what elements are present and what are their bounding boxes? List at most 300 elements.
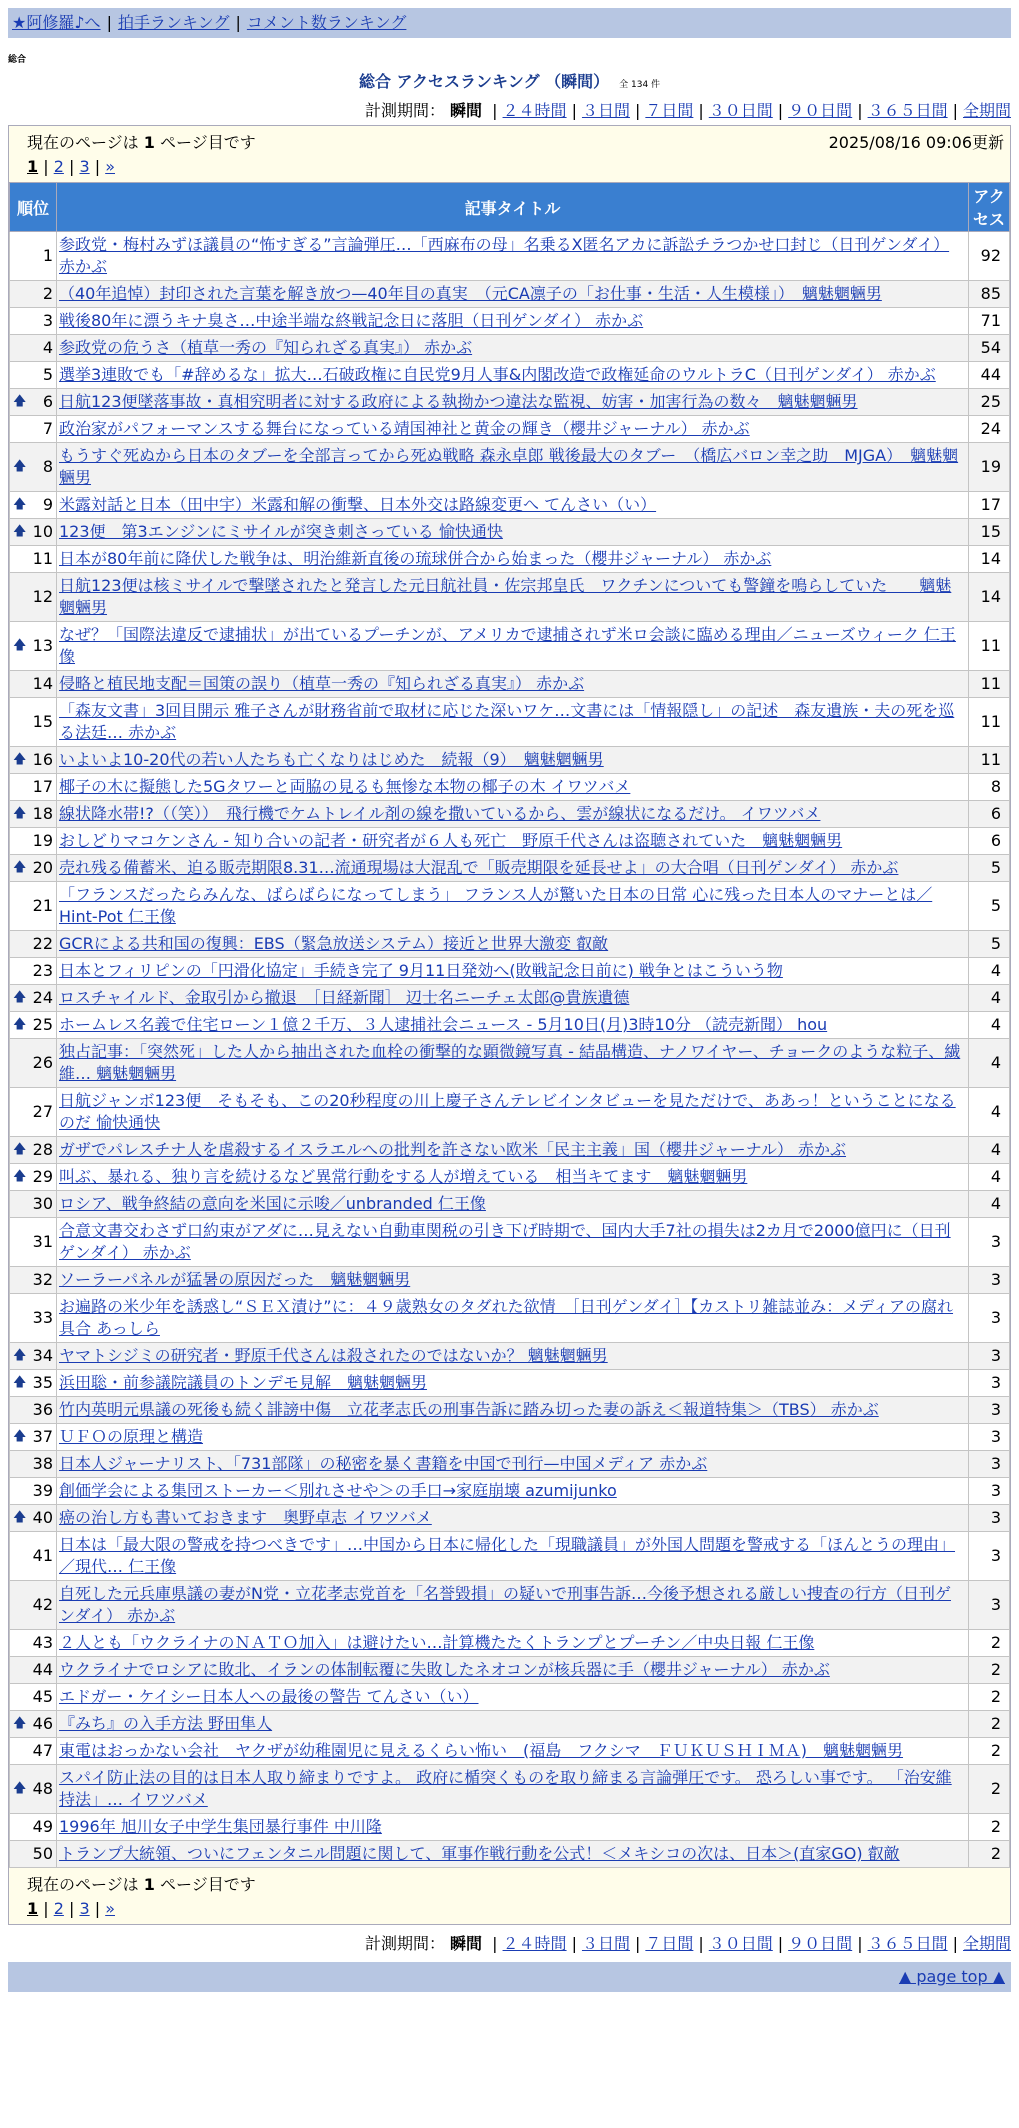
access-count: 4: [969, 1088, 1010, 1137]
rank-up-arrow-icon: 🡅: [13, 394, 27, 409]
article-title-link[interactable]: 侵略と植民地支配＝国策の誤り（植草一秀の『知られざる真実』） 赤かぶ: [59, 674, 585, 693]
table-row: [10, 1088, 1010, 1137]
table-row: [10, 801, 1010, 828]
rank-number: 27: [32, 1102, 53, 1121]
rank-cell: [10, 1532, 57, 1581]
title-cell: [57, 1397, 969, 1424]
article-title-link[interactable]: 創価学会による集団ストーカー＜別れさせや＞の手口→家庭崩壊 azumijunko: [59, 1481, 617, 1500]
title-cell: [57, 1841, 969, 1868]
table-row: [10, 492, 1010, 519]
access-count: 3: [969, 1343, 1010, 1370]
table-row: [10, 1657, 1010, 1684]
access-count: 11: [969, 747, 1010, 774]
period-separator: |: [952, 101, 958, 120]
table-row: [10, 698, 1010, 747]
article-title-link[interactable]: エドガー・ケイシー日本人への最後の警告 てんさい（い）: [59, 1687, 479, 1706]
rank-up-arrow-icon: 🡅: [13, 1142, 27, 1157]
period-separator: |: [634, 1934, 641, 1953]
page-title: 総合 アクセスランキング （瞬間）: [358, 72, 610, 91]
rank-cell: [10, 855, 57, 882]
title-cell: [57, 443, 969, 492]
title-cell: [57, 671, 969, 698]
access-count: 3: [969, 1451, 1010, 1478]
table-row: [10, 232, 1010, 281]
pager-next-link[interactable]: »: [105, 1899, 115, 1918]
rank-cell: [10, 1267, 57, 1294]
rank-cell: [10, 1711, 57, 1738]
access-count: 2: [969, 1841, 1010, 1868]
title-cell: [57, 1088, 969, 1137]
rank-number: 30: [32, 1194, 53, 1213]
access-count: 8: [969, 774, 1010, 801]
rank-number: 47: [32, 1741, 53, 1760]
article-title-link[interactable]: 日航123便は核ミサイルで撃墜されたと発言した元日航社員・佐宗邦皇氏 ワクチンについても警鐘を鳴らしていた 魑魅魍魎男: [59, 576, 952, 617]
period-option-link[interactable]: ７日間: [645, 101, 694, 120]
table-row: [10, 1012, 1010, 1039]
pager-current-page: 1: [27, 157, 39, 176]
access-count: 5: [969, 855, 1010, 882]
article-title-link[interactable]: 日航ジャンボ123便 そもそも、この20秒程度の川上慶子さんテレビインタビューを見ただけで、ああっ！ということになるのだ 愉快通快: [59, 1091, 956, 1132]
rank-up-arrow-icon: 🡅: [13, 1348, 27, 1363]
article-title-link[interactable]: ヤマトシジミの研究者・野原千代さんは殺されたのではないか？ 魑魅魍魎男: [59, 1346, 608, 1365]
article-title-link[interactable]: 日本が80年前に降伏した戦争は、明治維新直後の琉球併合から始まった（櫻井ジャーナル） 赤かぶ: [59, 549, 772, 568]
article-title-link[interactable]: 線状降水帯!?（（笑）） 飛行機でケムトレイル剤の線を撒いているから、雲が線状になるだけ。 イワツバメ: [59, 804, 821, 823]
table-row: [10, 281, 1010, 308]
period-label: 計測期間：: [364, 1934, 445, 1953]
title-cell: [57, 1343, 969, 1370]
rank-number: 18: [32, 804, 53, 823]
rank-number: 6: [42, 392, 53, 411]
title-cell: [57, 1451, 969, 1478]
pager-next-link[interactable]: »: [105, 157, 115, 176]
period-option-link[interactable]: 全期間: [962, 101, 1011, 120]
rank-up-arrow-icon: 🡅: [13, 752, 27, 767]
table-row: [10, 308, 1010, 335]
rank-cell: [10, 1630, 57, 1657]
ranking-table: [9, 182, 1010, 1868]
article-title-link[interactable]: 売れ残る備蓄米、迫る販売期限8.31…流通現場は大混乱で「販売期限を延長せよ」の大合唱（日刊ゲンダイ） 赤かぶ: [59, 858, 899, 877]
article-title-link[interactable]: ２人とも「ウクライナのＮＡＴＯ加入」は避けたい…計算機たたくトランプとプーチン／中央日報 仁王像: [59, 1633, 815, 1652]
article-title-link[interactable]: 癌の治し方も書いておきます 奥野卓志 イワツバメ: [59, 1508, 432, 1527]
rank-number: 38: [32, 1454, 53, 1473]
article-title-link[interactable]: ロシア、戦争終結の意向を米国に示唆／unbranded 仁王像: [59, 1194, 486, 1213]
table-row: [10, 1164, 1010, 1191]
article-title-link[interactable]: 叫ぶ、暴れる、独り言を続けるなど異常行動をする人が増えている 相当キてます 魑魅魍魎男: [59, 1167, 748, 1186]
rank-number: 2: [42, 284, 53, 303]
rank-cell: [10, 1765, 57, 1814]
rank-cell: [10, 1218, 57, 1267]
article-title-link[interactable]: ロスチャイルド、金取引から撤退 ［日経新聞］ 辺士名ニーチェ太郎@貴族遺德: [59, 988, 630, 1007]
title-cell: [57, 1630, 969, 1657]
pager: [27, 157, 996, 176]
article-title-link[interactable]: ホームレス名義で住宅ローン１億２千万、３人逮捕社会ニュース - 5月10日(月)3時10分 （読売新聞） hou: [59, 1015, 828, 1034]
col-rank-header: 順位: [10, 183, 57, 232]
rank-number: 37: [32, 1427, 53, 1446]
rank-cell: [10, 801, 57, 828]
rank-up-arrow-icon: 🡅: [13, 497, 27, 512]
title-cell: [57, 1012, 969, 1039]
period-option-link[interactable]: ３日間: [581, 101, 630, 120]
title-cell: [57, 1532, 969, 1581]
access-count: 24: [969, 416, 1010, 443]
article-title-link[interactable]: ガザでパレスチナ人を虐殺するイスラエルへの批判を許さない欧米「民主主義」国（櫻井ジャーナル） 赤かぶ: [59, 1140, 847, 1159]
rank-number: 1: [42, 246, 53, 265]
pager-separator: |: [89, 1899, 106, 1918]
article-title-link[interactable]: ソーラーパネルが猛暑の原因だった 魑魅魍魎男: [59, 1270, 411, 1289]
rank-number: 12: [32, 587, 53, 606]
access-count: 3: [969, 1218, 1010, 1267]
rank-cell: [10, 747, 57, 774]
rank-number: 20: [32, 858, 53, 877]
table-row: [10, 1137, 1010, 1164]
access-count: 4: [969, 1012, 1010, 1039]
current-page-number: 1: [143, 133, 155, 152]
table-row: [10, 1478, 1010, 1505]
table-row: [10, 1505, 1010, 1532]
period-separator: |: [571, 101, 577, 120]
article-title-link[interactable]: 参政党・梅村みずほ議員の“怖すぎる”言論弾圧…「西麻布の母」名乗るX匿名アカに訴訟チラつかせ口封じ（日刊ゲンダイ） 赤かぶ: [59, 235, 950, 276]
table-row: [10, 1684, 1010, 1711]
period-option-link[interactable]: ２４時間: [502, 101, 567, 120]
current-page-suffix: ページ目です: [160, 1875, 256, 1894]
access-count: 2: [969, 1630, 1010, 1657]
pager-page-link[interactable]: 3: [79, 1899, 90, 1918]
access-count: 2: [969, 1657, 1010, 1684]
access-count: 4: [969, 985, 1010, 1012]
rank-number: 24: [32, 988, 53, 1007]
table-row: [10, 519, 1010, 546]
rank-cell: [10, 1424, 57, 1451]
table-row: [10, 1370, 1010, 1397]
rank-up-arrow-icon: 🡅: [13, 1716, 27, 1731]
article-title-link[interactable]: 日本とフィリピンの「円滑化協定」手続き完了 9月11日発効へ(敗戦記念日前に) 戦争とはこういう物: [59, 961, 783, 980]
period-option-link[interactable]: ３日間: [581, 1934, 630, 1953]
period-option-link[interactable]: ９０日間: [788, 101, 853, 120]
rank-number: 28: [32, 1140, 53, 1159]
period-selector-top: [0, 98, 1011, 121]
article-title-link[interactable]: トランプ大統領、ついにフェンタニル問題に関して、軍事作戦行動を公式！＜メキシコの次は、日本＞(直家GO) 叡敵: [59, 1844, 900, 1863]
period-option-link[interactable]: 全期間: [962, 1934, 1011, 1953]
title-cell: [57, 1191, 969, 1218]
rank-number: 46: [32, 1714, 53, 1733]
access-count: 25: [969, 389, 1010, 416]
rank-number: 10: [32, 522, 53, 541]
bottom-bar: [8, 1962, 1011, 1992]
rank-number: 14: [32, 674, 53, 693]
rank-number: 50: [32, 1844, 53, 1863]
rank-up-arrow-icon: 🡅: [13, 860, 27, 875]
pager-separator: |: [38, 1899, 54, 1918]
article-title-link[interactable]: 戦後80年に漂うキナ臭さ…中途半端な終戦記念日に落胆（日刊ゲンダイ） 赤かぶ: [59, 311, 644, 330]
table-row: [10, 416, 1010, 443]
table-row: [10, 1397, 1010, 1424]
pager-separator: |: [63, 1899, 80, 1918]
article-title-link[interactable]: 政治家がパフォーマンスする舞台になっている靖国神社と黄金の輝き（櫻井ジャーナル） 赤かぶ: [59, 419, 750, 438]
period-options: [487, 101, 1011, 120]
article-title-link[interactable]: 浜田聡・前参議院議員のトンデモ見解 魑魅魍魎男: [59, 1373, 428, 1392]
access-count: 54: [969, 335, 1010, 362]
title-cell: [57, 958, 969, 985]
article-title-link[interactable]: 東電はおっかない会社 ヤクザが幼稚園児に見えるくらい怖い (福島 フクシマ ＦＵＫＵＳＨＩＭＡ) 魑魅魍魎男: [59, 1741, 904, 1760]
rank-number: 40: [32, 1508, 53, 1527]
access-count: 4: [969, 1191, 1010, 1218]
pager-page-link[interactable]: 3: [79, 157, 90, 176]
clap-ranking-link[interactable]: 拍手ランキング: [117, 13, 230, 32]
rank-cell: [10, 389, 57, 416]
rank-cell: [10, 573, 57, 622]
rank-number: 33: [32, 1308, 53, 1327]
rank-cell: [10, 1294, 57, 1343]
rank-cell: [10, 1397, 57, 1424]
period-separator: |: [571, 1934, 577, 1953]
article-title-link[interactable]: 『みち』の入手方法 野田隼人: [59, 1714, 273, 1733]
table-row: [10, 774, 1010, 801]
rank-number: 45: [32, 1687, 53, 1706]
table-row: [10, 389, 1010, 416]
rank-up-arrow-icon: 🡅: [13, 459, 27, 474]
access-count: 14: [969, 546, 1010, 573]
period-option-link[interactable]: ３０日間: [708, 101, 773, 120]
article-title-link[interactable]: 椰子の木に擬態した5Gタワーと両脇の見るも無惨な本物の椰子の木 イワツバメ: [59, 777, 631, 796]
title-cell: [57, 855, 969, 882]
table-row: [10, 573, 1010, 622]
period-separator: |: [492, 101, 498, 120]
article-title-link[interactable]: 竹内英明元県議の死後も続く誹謗中傷 立花孝志氏の刑事告訴に踏み切った妻の訴え＜報道特集＞（TBS） 赤かぶ: [59, 1400, 879, 1419]
article-title-link[interactable]: なぜ？「国際法違反で逮捕状」が出ているプーチンが、アメリカで逮捕されず米ロ会談に臨める理由／ニューズウィーク 仁王像: [59, 625, 956, 666]
comment-ranking-link[interactable]: コメント数ランキング: [246, 13, 407, 32]
table-row: [10, 1267, 1010, 1294]
ranking-panel: [8, 125, 1011, 1925]
table-row: [10, 1294, 1010, 1343]
title-cell: [57, 931, 969, 958]
rank-cell: [10, 1039, 57, 1088]
title-cell: [57, 1684, 969, 1711]
article-title-link[interactable]: （40年追悼）封印された言葉を解き放つ—40年目の真実 （元CA凛子の「お仕事・生活・人生模様」） 魑魅魍魎男: [59, 284, 882, 303]
article-title-link[interactable]: 自死した元兵庫県議の妻がN党・立花孝志党首を「名誉毀損」の疑いで刑事告訴…今後予想される厳しい捜査の行方（日刊ゲンダイ） 赤かぶ: [59, 1584, 951, 1625]
rank-cell: [10, 335, 57, 362]
access-count: 5: [969, 882, 1010, 931]
article-title-link[interactable]: 参政党の危うさ（植草一秀の『知られざる真実』） 赤かぶ: [59, 338, 473, 357]
title-cell: [57, 1738, 969, 1765]
col-access-header: アクセス: [969, 183, 1010, 232]
title-cell: [57, 232, 969, 281]
rank-cell: [10, 1814, 57, 1841]
access-count: 3: [969, 1370, 1010, 1397]
rank-number: 34: [32, 1346, 53, 1365]
article-title-link[interactable]: 123便 第3エンジンにミサイルが突き刺さっている 愉快通快: [59, 522, 503, 541]
article-title-link[interactable]: 日航123便墜落事故・真相究明者に対する政府による執拗かつ違法な監視、妨害・加害行為の数々 魑魅魍魎男: [59, 392, 858, 411]
article-title-link[interactable]: ウクライナでロシアに敗北、イランの体制転覆に失敗したネオコンが核兵器に手（櫻井ジャーナル） 赤かぶ: [59, 1660, 830, 1679]
title-cell: [57, 546, 969, 573]
article-title-link[interactable]: 独占記事：「突然死」した人から抽出された血栓の衝撃的な顕微鏡写真 - 結晶構造、ナノワイヤー、チョークのような粒子、繊維… 魑魅魍魎男: [59, 1042, 961, 1083]
title-cell: [57, 882, 969, 931]
period-separator: |: [777, 101, 784, 120]
table-row: [10, 335, 1010, 362]
rank-number: 3: [42, 311, 53, 330]
rank-cell: [10, 1738, 57, 1765]
article-title-link[interactable]: 日本人ジャーナリスト、「731部隊」の秘密を暴く書籍を中国で刊行—中国メディア 赤かぶ: [59, 1454, 708, 1473]
access-count: 4: [969, 1039, 1010, 1088]
rank-number: 32: [32, 1270, 53, 1289]
rank-number: 31: [32, 1232, 53, 1251]
access-count: 6: [969, 828, 1010, 855]
article-title-link[interactable]: もうすぐ死ぬから日本のタブーを全部言ってから死ぬ戦略 森永卓郎 戦後最大のタブー （橋広バロン幸之助 MJGA） 魑魅魍魎男: [59, 446, 959, 487]
rank-cell: [10, 671, 57, 698]
title-cell: [57, 416, 969, 443]
rank-cell: [10, 492, 57, 519]
rank-number: 9: [42, 495, 53, 514]
rank-number: 25: [32, 1015, 53, 1034]
access-count: 4: [969, 1164, 1010, 1191]
pager: [27, 1899, 996, 1918]
table-row: [10, 671, 1010, 698]
period-options: [487, 1934, 1011, 1953]
article-title-link[interactable]: 1996年 旭川女子中学生集団暴行事件 中川隆: [59, 1817, 382, 1836]
rank-cell: [10, 416, 57, 443]
table-row: [10, 931, 1010, 958]
title-cell: [57, 519, 969, 546]
rank-cell: [10, 1343, 57, 1370]
period-separator: |: [857, 1934, 863, 1953]
title-cell: [57, 828, 969, 855]
rank-number: 7: [42, 419, 53, 438]
rank-cell: [10, 1478, 57, 1505]
table-row: [10, 1841, 1010, 1868]
nav-separator: |: [106, 13, 112, 32]
article-title-link[interactable]: いよいよ10-20代の若い人たちも亡くなりはじめた 続報（9） 魑魅魍魎男: [59, 750, 604, 769]
table-row: [10, 1191, 1010, 1218]
access-count: 3: [969, 1294, 1010, 1343]
period-separator: |: [492, 1934, 498, 1953]
rank-number: 29: [32, 1167, 53, 1186]
rank-cell: [10, 362, 57, 389]
nav-separator: |: [235, 13, 241, 32]
access-count: 17: [969, 492, 1010, 519]
period-label: 計測期間：: [364, 101, 445, 120]
title-cell: [57, 1267, 969, 1294]
period-option-link[interactable]: ２４時間: [502, 1934, 567, 1953]
period-separator: |: [634, 101, 641, 120]
article-title-link[interactable]: 日本は「最大限の警戒を持つべきです」…中国から日本に帰化した「現職議員」が外国人問題を警戒する「ほんとうの理由」／現代… 仁王像: [59, 1535, 956, 1576]
rank-number: 17: [32, 777, 53, 796]
rank-number: 44: [32, 1660, 53, 1679]
article-title-link[interactable]: ＵＦＯの原理と構造: [59, 1427, 204, 1446]
access-count: 6: [969, 801, 1010, 828]
table-row: [10, 1532, 1010, 1581]
rank-cell: [10, 1164, 57, 1191]
period-current: 瞬間: [450, 101, 483, 120]
home-link[interactable]: ★阿修羅♪へ: [12, 13, 101, 32]
rank-up-arrow-icon: 🡅: [13, 990, 27, 1005]
rank-cell: [10, 958, 57, 985]
table-row: [10, 1218, 1010, 1267]
table-row: [10, 1424, 1010, 1451]
rank-up-arrow-icon: 🡅: [13, 524, 27, 539]
access-count: 3: [969, 1581, 1010, 1630]
table-row: [10, 747, 1010, 774]
period-separator: |: [857, 101, 863, 120]
table-row: [10, 1039, 1010, 1088]
access-count: 3: [969, 1505, 1010, 1532]
rank-up-arrow-icon: 🡅: [13, 1375, 27, 1390]
article-title-link[interactable]: 合意文書交わさず口約束がアダに…見えない自動車関税の引き下げ時期で、国内大手7社の損失は2カ月で2000億円に（日刊ゲンダイ） 赤かぶ: [59, 1221, 951, 1262]
period-option-link[interactable]: ３６５日間: [867, 101, 948, 120]
title-cell: [57, 1505, 969, 1532]
title-cell: [57, 362, 969, 389]
rank-cell: [10, 1191, 57, 1218]
rank-number: 8: [42, 457, 53, 476]
access-count: 4: [969, 1137, 1010, 1164]
rank-number: 5: [42, 365, 53, 384]
period-option-link[interactable]: ３０日間: [708, 1934, 773, 1953]
period-option-link[interactable]: ３６５日間: [867, 1934, 948, 1953]
page-info-top: [9, 126, 1010, 182]
current-page-text: [27, 1872, 996, 1895]
rank-cell: [10, 774, 57, 801]
table-row: [10, 1711, 1010, 1738]
pager-page-link[interactable]: 2: [53, 157, 64, 176]
title-cell: [57, 1039, 969, 1088]
title-cell: [57, 1294, 969, 1343]
current-page-number: 1: [143, 1875, 155, 1894]
current-page-prefix: 現在のページは: [27, 133, 139, 152]
table-row: [10, 1630, 1010, 1657]
access-count: 3: [969, 1478, 1010, 1505]
table-header-row: [10, 183, 1010, 232]
article-title-link[interactable]: スパイ防止法の目的は日本人取り締まりですよ。 政府に楯突くものを取り締まる言論弾圧です。 恐ろしい事です。 「治安維持法」… イワツバメ: [59, 1768, 952, 1809]
period-separator: |: [952, 1934, 958, 1953]
period-current: 瞬間: [450, 1934, 483, 1953]
period-separator: |: [698, 101, 704, 120]
pager-separator: |: [38, 157, 54, 176]
article-title-link[interactable]: 「フランスだったらみんな、ばらばらになってしまう」 フランス人が驚いた日本の日常 心に残った日本人のマナーとは／Hint-Pot 仁王像: [59, 885, 933, 926]
article-title-link[interactable]: おしどりマコケンさん - 知り合いの記者・研究者が６人も死亡 野原千代さんは盗聴されていた 魑魅魍魎男: [59, 831, 843, 850]
rank-number: 22: [32, 934, 53, 953]
title-cell: [57, 308, 969, 335]
access-count: 2: [969, 1765, 1010, 1814]
table-row: [10, 1765, 1010, 1814]
period-option-link[interactable]: ９０日間: [788, 1934, 853, 1953]
rank-cell: [10, 931, 57, 958]
article-title-link[interactable]: 「森友文書」3回目開示 雅子さんが財務省前で取材に応じた深いワケ…文書には「情報隠し」の記述 森友遺族・夫の死を巡る法廷… 赤かぶ: [59, 701, 955, 742]
access-count: 2: [969, 1738, 1010, 1765]
title-cell: [57, 801, 969, 828]
page-top-link[interactable]: ▲ page top ▲: [898, 1967, 1005, 1986]
article-title-link[interactable]: お遍路の米少年を誘惑し“ＳＥＸ漬け”に：４９歳熟女のタダれた欲情 ［日刊ゲンダイ］【カストリ雑誌並み：メディアの腐れ具合 あっしら: [59, 1297, 954, 1338]
title-cell: [57, 1478, 969, 1505]
rank-cell: [10, 622, 57, 671]
rank-cell: [10, 1684, 57, 1711]
article-title-link[interactable]: 選挙3連敗でも「#辞めるな」拡大…石破政権に自民党9月人事&内閣改造で政権延命のウルトラC（日刊ゲンダイ） 赤かぶ: [59, 365, 936, 384]
access-count: 11: [969, 698, 1010, 747]
rank-cell: [10, 1581, 57, 1630]
pager-page-link[interactable]: 2: [53, 1899, 64, 1918]
title-cell: [57, 1711, 969, 1738]
period-option-link[interactable]: ７日間: [645, 1934, 694, 1953]
title-cell: [57, 1370, 969, 1397]
article-title-link[interactable]: 米露対話と日本（田中宇）米露和解の衝撃、日本外交は路線変更へ てんさい（い）: [59, 495, 657, 514]
table-row: [10, 1581, 1010, 1630]
rank-up-arrow-icon: 🡅: [13, 1510, 27, 1525]
rank-up-arrow-icon: 🡅: [13, 1169, 27, 1184]
article-title-link[interactable]: GCRによる共和国の復興：EBS（緊急放送システム）接近と世界大激変 叡敵: [59, 934, 609, 953]
title-cell: [57, 1164, 969, 1191]
rank-number: 11: [32, 549, 53, 568]
page-title-row: [0, 69, 1019, 92]
rank-cell: [10, 1451, 57, 1478]
access-count: 3: [969, 1532, 1010, 1581]
pager-separator: |: [63, 157, 80, 176]
